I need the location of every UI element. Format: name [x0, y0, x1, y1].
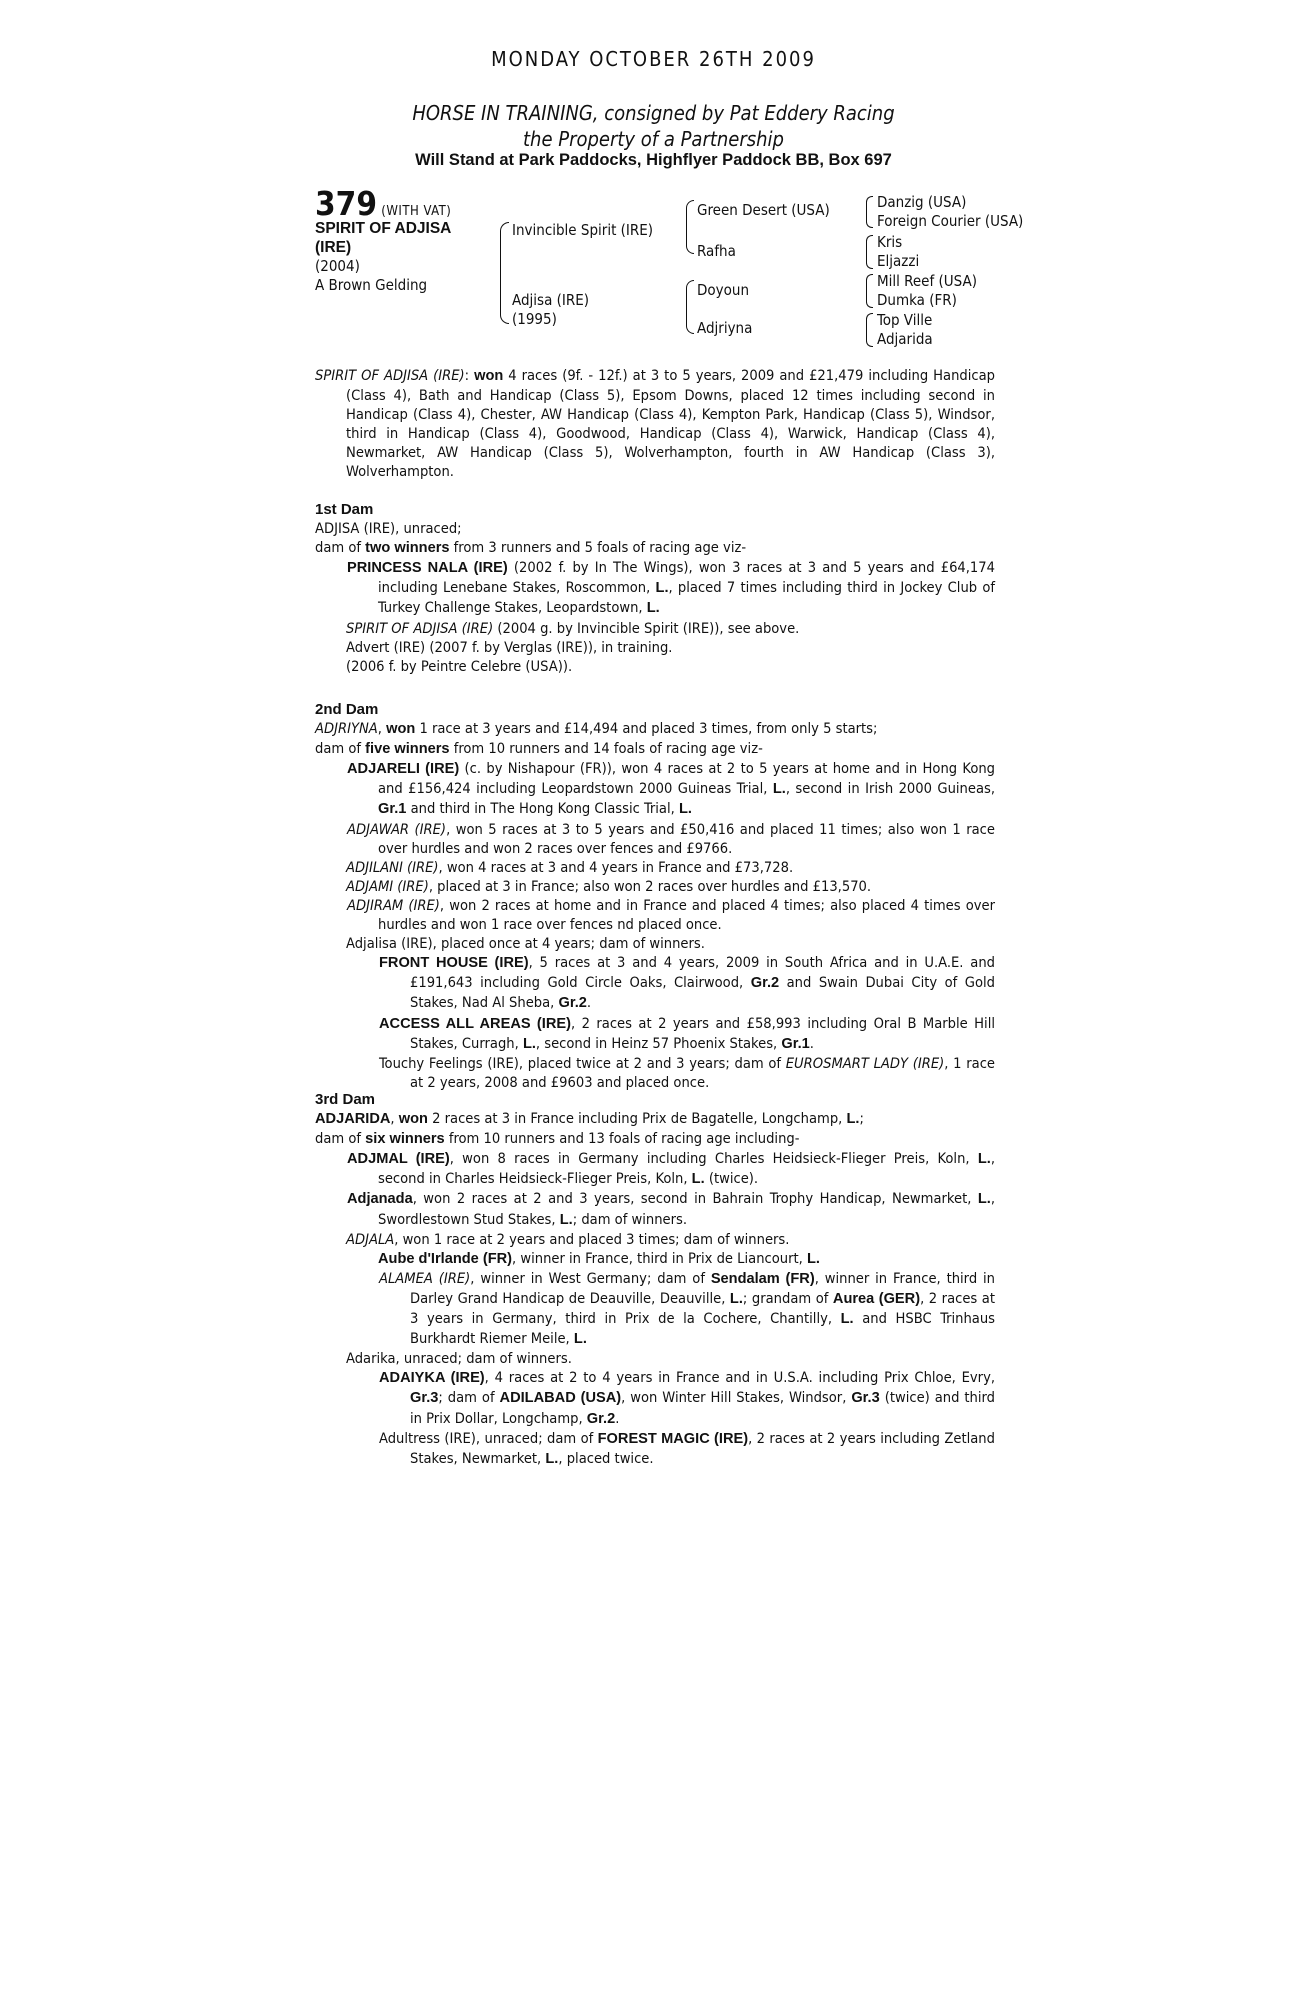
first-dam-dam-of [315, 538, 995, 558]
progeny-entry [346, 877, 995, 896]
progeny-text: (2002 f. by In The Wings), won 3 races at 3 and 5 years and £64,174 including Lenebane Stakes, Roscommon, [378, 559, 995, 597]
progeny-text: , winner in France, third in Prix de Liancourt, [512, 1249, 807, 1267]
progeny-name: ACCESS ALL AREAS (IRE) [379, 1015, 571, 1032]
progeny-text: ; grandam of [742, 1289, 833, 1307]
progeny-text: and Swain Dubai City of Gold Stakes, Nad Al Sheba, [410, 974, 995, 1012]
progeny-text: , won 2 races at 2 and 3 years, second in Bahrain Trophy Handicap, Newmarket, [412, 1190, 978, 1208]
third-dam-intro [315, 1109, 995, 1129]
progeny-entry: ADAIYKA (IRE), 4 races at 2 to 4 years in France and in U.S.A. including Prix Chloe, Evry, Gr.3; dam of ADILABAD (USA), won Winter Hill Stakes, Windsor, Gr.3 (twice) and third in Prix Dollar, Longchamp, Gr.2. [379, 1369, 996, 1427]
progeny-name: ADJARELI (IRE) [347, 761, 460, 778]
listed-mark: L. [545, 1450, 559, 1467]
horse-name-suffix: (IRE) [315, 239, 352, 256]
race-record-paragraph: SPIRIT OF ADJISA (IRE): won 4 races (9f. - 12f.) at 3 to 5 years, 2009 and £21,479 including Handicap (Class 4), Bath and Handicap (Class 5), Epsom Downs, placed 12 times including second in Handicap (Class 4), Chester, AW Handicap (Class 4), Kempton Park, Handicap (Class 5), Windsor, third in Handicap (Class 4), Goodwood, Handicap (Class 4), Warwick, Handicap (Class 4), Newmarket, AW Handicap (Class 5), Wolverhampton, fourth in AW Handicap (Class 3), Wolverhampton. [315, 367, 995, 481]
progeny-text: (twice). [704, 1170, 759, 1188]
progeny-text: , won 1 race at 2 years and placed 3 times; dam of winners. [394, 1230, 790, 1248]
progeny-text: , 2 races at 2 years including Zetland Stakes, Newmarket, [410, 1429, 995, 1467]
progeny-entry [347, 1149, 995, 1189]
horse-name: SPIRIT OF ADJISA [315, 220, 452, 237]
third-dam-dam-of [315, 1129, 995, 1149]
listed-mark: L. [691, 1171, 705, 1188]
progeny-text: (2004 g. by Invincible Spirit (IRE)), see above. [493, 619, 800, 637]
race-record [315, 366, 995, 482]
group-mark: Gr.1 [781, 1035, 810, 1052]
record-text: 4 races (9f. - 12f.) at 3 to 5 years, 2009 and £21,479 including Handicap (Class 4), Bath and Handicap (Class 5), Epsom Downs, placed 12 times including second in Handicap (Class 4), Chester, AW Handicap (Class 4), Kempton Park, Handicap (Class 5), Windsor, third in Handicap (Class 4), Goodwood, Handicap (Class 4), Warwick, Handicap (Class 4), Newmarket, AW Handicap (Class 5), Wolverhampton, fourth in AW Handicap (Class 3), Wolverhampton. [346, 367, 995, 481]
progeny-name: FOREST MAGIC (IRE) [597, 1430, 749, 1447]
pedigree-brace-main [500, 222, 509, 324]
progeny-text: (twice) and third in Prix Dollar, Longchamp, [410, 1389, 995, 1427]
progeny-text: , 2 races at 2 years and £58,993 including Oral B Marble Hill Stakes, Curragh, [410, 1014, 996, 1052]
lot-block [315, 184, 452, 295]
dam-sire: Doyoun [697, 281, 749, 299]
progeny-text: , 4 races at 2 to 4 years in France and in U.S.A. including Prix Chloe, Evry, [484, 1369, 996, 1387]
dam-of-count: five winners [365, 741, 450, 758]
sire-name: Invincible Spirit (IRE) [512, 221, 654, 239]
progeny-entry [347, 558, 995, 618]
progeny-text: and third in The Hong Kong Classic Trial, [406, 800, 679, 818]
pedigree-brace-ds [866, 274, 873, 308]
sire-dam: Rafha [697, 242, 736, 260]
record-won: won [474, 368, 504, 384]
sire-sire: Green Desert (USA) [697, 201, 830, 219]
progeny-text: , 1 race at 2 years, 2008 and £9603 and placed once. [410, 1054, 995, 1091]
progeny-entry: (2006 f. by Peintre Celebre (USA)). [346, 657, 573, 675]
progeny-entry [347, 896, 995, 934]
dam-name: Adjisa (IRE) [512, 291, 590, 309]
progeny-text: ; dam of winners. [572, 1210, 688, 1228]
pedigree-ssd: Foreign Courier (USA) [877, 212, 1024, 230]
progeny-entry [379, 1054, 995, 1092]
progeny-entry: Advert (IRE) (2007 f. by Verglas (IRE)), in training. [346, 638, 673, 656]
progeny-name: Adjanada [347, 1191, 413, 1208]
listed-mark: L. [522, 1035, 536, 1052]
second-dam-section [315, 700, 995, 1092]
dam-of-count: two winners [365, 540, 450, 557]
progeny-text: , winner in West Germany; dam of [470, 1269, 711, 1287]
progeny-name: PRINCESS NALA (IRE) [347, 560, 508, 577]
progeny-text: , won 8 races in Germany including Charles Heidsieck-Flieger Preis, Koln, [449, 1150, 978, 1168]
pedigree-sss: Danzig (USA) [877, 193, 967, 211]
property-line: the Property of a Partnership [523, 127, 784, 151]
progeny-name: Aube d'Irlande (FR) [378, 1250, 513, 1267]
progeny-text: , 2 races at 3 years in Germany, third in Prix de la Cochere, Chantilly, [410, 1289, 996, 1328]
dam-of-pre: dam of [315, 740, 366, 758]
won-label: won [386, 721, 416, 738]
pedigree-brace-dam [686, 280, 694, 334]
progeny-text: Touchy Feelings (IRE), placed twice at 2 and 3 years; dam of [379, 1054, 786, 1072]
intro-text: 2 races at 3 in France including Prix de Bagatelle, Longchamp, [427, 1110, 847, 1128]
pedigree-brace-ss [866, 196, 873, 228]
dam-dam: Adjriyna [697, 319, 753, 337]
progeny-text: and HSBC Trinhaus Burkhardt Riemer Meile, [410, 1310, 995, 1348]
progeny-entry [347, 820, 995, 858]
consignor-line: HORSE IN TRAINING, consigned by Pat Eddery Racing [412, 101, 895, 125]
progeny-entry [347, 759, 996, 819]
third-dam-title: 3rd Dam [315, 1091, 376, 1108]
won-label: won [398, 1111, 428, 1128]
progeny-name: FRONT HOUSE (IRE) [379, 955, 529, 972]
sale-date: MONDAY OCTOBER 26TH 2009 [491, 47, 816, 71]
progeny-name: ADJAMI (IRE) [346, 877, 429, 895]
dam-of-count: six winners [365, 1131, 445, 1148]
progeny-entry: FRONT HOUSE (IRE), 5 races at 3 and 4 years, 2009 in South Africa and in U.A.E. and £191,643 including Gold Circle Oaks, Clairwood, Gr.2 and Swain Dubai City of Gold Stakes, Nad Al Sheba, Gr.2. [379, 954, 995, 1012]
pedigree-brace-dd [866, 313, 873, 347]
group-mark: Gr.3 [410, 1390, 439, 1407]
pedigree-dds: Top Ville [877, 311, 933, 329]
progeny-text: , won 4 races at 3 and 4 years in France and £73,728. [438, 858, 794, 876]
location-line: Will Stand at Park Paddocks, Highflyer Paddock BB, Box 697 [415, 151, 892, 169]
progeny-text: , winner in France, third in Darley Grand Handicap de Deauville, Deauville, [410, 1269, 996, 1307]
first-dam-intro: ADJISA (IRE), unraced; [315, 520, 462, 538]
listed-mark: L. [678, 801, 692, 818]
progeny-text: , won Winter Hill Stakes, Windsor, [621, 1389, 852, 1407]
horse-description: A Brown Gelding [315, 276, 428, 294]
dam-of-post: from 3 runners and 5 foals of racing age viz- [449, 539, 747, 557]
progeny-text: , 5 races at 3 and 4 years, 2009 in South Africa and in U.A.E. and £191,643 including Gold Circle Oaks, Clairwood, [410, 954, 995, 992]
progeny-entry [347, 1189, 995, 1229]
second-dam-title: 2nd Dam [315, 701, 379, 718]
listed-mark: L. [655, 580, 669, 597]
progeny-name: ADJALA [346, 1230, 395, 1248]
dam-of-post: from 10 runners and 13 foals of racing age including- [444, 1130, 800, 1148]
progeny-entry [346, 1230, 995, 1249]
dam-of-pre: dam of [315, 1130, 366, 1148]
progeny-entry: Adarika, unraced; dam of winners. [346, 1350, 572, 1368]
progeny-name: SPIRIT OF ADJISA (IRE) [346, 619, 494, 637]
progeny-text: , placed twice. [558, 1449, 654, 1467]
listed-mark: L. [840, 1311, 854, 1328]
progeny-name: ADJIRAM (IRE) [347, 896, 440, 914]
group-mark: Gr.3 [851, 1390, 880, 1407]
intro-text: 1 race at 3 years and £14,494 and placed 3 times, from only 5 starts; [415, 720, 878, 738]
group-mark: Gr.1 [378, 801, 407, 818]
intro-end: ; [859, 1110, 864, 1128]
record-horse-name: SPIRIT OF ADJISA (IRE) [315, 367, 465, 384]
progeny-text: , second in Heinz 57 Phoenix Stakes, [535, 1034, 782, 1052]
dam-of-post: from 10 runners and 14 foals of racing age viz- [449, 740, 763, 758]
progeny-text: , second in Charles Heidsieck-Flieger Preis, Koln, [378, 1150, 995, 1188]
group-mark: Gr.2 [558, 995, 587, 1012]
pedigree-dsd: Dumka (FR) [877, 291, 957, 309]
progeny-name: Sendalam (FR) [710, 1270, 815, 1287]
listed-mark: L. [729, 1290, 743, 1307]
listed-mark: L. [977, 1191, 991, 1208]
progeny-text: Adultress (IRE), unraced; dam of [379, 1429, 598, 1447]
progeny-text: , placed 7 times including third in Jockey Club of Turkey Challenge Stakes, Leopardstown, [378, 579, 995, 617]
progeny-entry [378, 1249, 995, 1269]
progeny-name: EUROSMART LADY (IRE) [785, 1054, 945, 1072]
lot-number: 379 [315, 184, 377, 223]
second-dam-dam-of [315, 739, 995, 759]
dam-of-pre: dam of [315, 539, 366, 557]
pedigree-brace-sire [686, 200, 694, 254]
progeny-entry [379, 1269, 996, 1349]
first-dam-section [315, 500, 995, 676]
progeny-name: ADJILANI (IRE) [346, 858, 439, 876]
progeny-text: , Swordlestown Stud Stakes, [378, 1190, 995, 1228]
progeny-text: , placed at 3 in France; also won 2 races over hurdles and £13,570. [428, 877, 872, 895]
sep: , [390, 1110, 399, 1128]
first-dam-title: 1st Dam [315, 501, 374, 518]
progeny-entry [346, 619, 995, 638]
second-dam-intro [315, 719, 995, 739]
pedigree-brace-sd [866, 235, 873, 269]
sep: , [377, 720, 387, 738]
progeny-entry [379, 1429, 995, 1469]
listed-mark: L. [977, 1151, 991, 1168]
pedigree-sds: Kris [877, 233, 903, 251]
foaling-year: (2004) [315, 257, 360, 275]
progeny-name: ALAMEA (IRE) [379, 1269, 471, 1287]
progeny-entry: Adjalisa (IRE), placed once at 4 years; dam of winners. [346, 935, 705, 953]
listed-mark: L. [772, 781, 786, 798]
vat-note: (WITH VAT) [381, 204, 452, 219]
third-dam-section [315, 1090, 995, 1469]
progeny-name: ADILABAD (USA) [499, 1390, 622, 1407]
progeny-text: (c. by Nishapour (FR)), won 4 races at 2 to 5 years at home and in Hong Kong and £156,424 including Leopardstown 2000 Guineas Trial, [378, 760, 996, 798]
progeny-entry [346, 858, 995, 877]
progeny-name: ADJMAL (IRE) [347, 1151, 450, 1168]
dam-year: (1995) [512, 310, 557, 328]
listed-mark: L. [806, 1250, 820, 1267]
listed-mark: L. [573, 1331, 587, 1348]
progeny-name: Aurea (GER) [832, 1290, 921, 1307]
progeny-text: , second in Irish 2000 Guineas, [785, 780, 996, 798]
progeny-text: , won 2 races at home and in France and placed 4 times; also placed 4 times over hurdles and won 1 race over fences nd placed once. [378, 896, 995, 934]
dam-name: ADJRIYNA [315, 720, 378, 738]
pedigree-ddd: Adjarida [877, 330, 933, 348]
progeny-text: ; dam of [438, 1389, 500, 1407]
listed-mark: L. [559, 1211, 573, 1228]
listed-mark: L. [646, 600, 660, 617]
group-mark: Gr.2 [586, 1410, 616, 1427]
group-mark: Gr.2 [750, 975, 780, 992]
pedigree-dss: Mill Reef (USA) [877, 272, 978, 290]
progeny-name: ADJAWAR (IRE) [347, 820, 447, 838]
pedigree-sdd: Eljazzi [877, 252, 920, 270]
listed-mark: L. [846, 1111, 860, 1128]
dam-name: ADJARIDA [315, 1111, 391, 1128]
progeny-text: , won 5 races at 3 to 5 years and £50,416 and placed 11 times; also won 1 race over hurdles and won 2 races over fences and £9766. [378, 820, 995, 857]
progeny-name: ADAIYKA (IRE) [379, 1370, 485, 1387]
progeny-entry: ACCESS ALL AREAS (IRE), 2 races at 2 years and £58,993 including Oral B Marble Hill Stakes, Curragh, L., second in Heinz 57 Phoenix Stakes, Gr.1. [379, 1014, 996, 1052]
